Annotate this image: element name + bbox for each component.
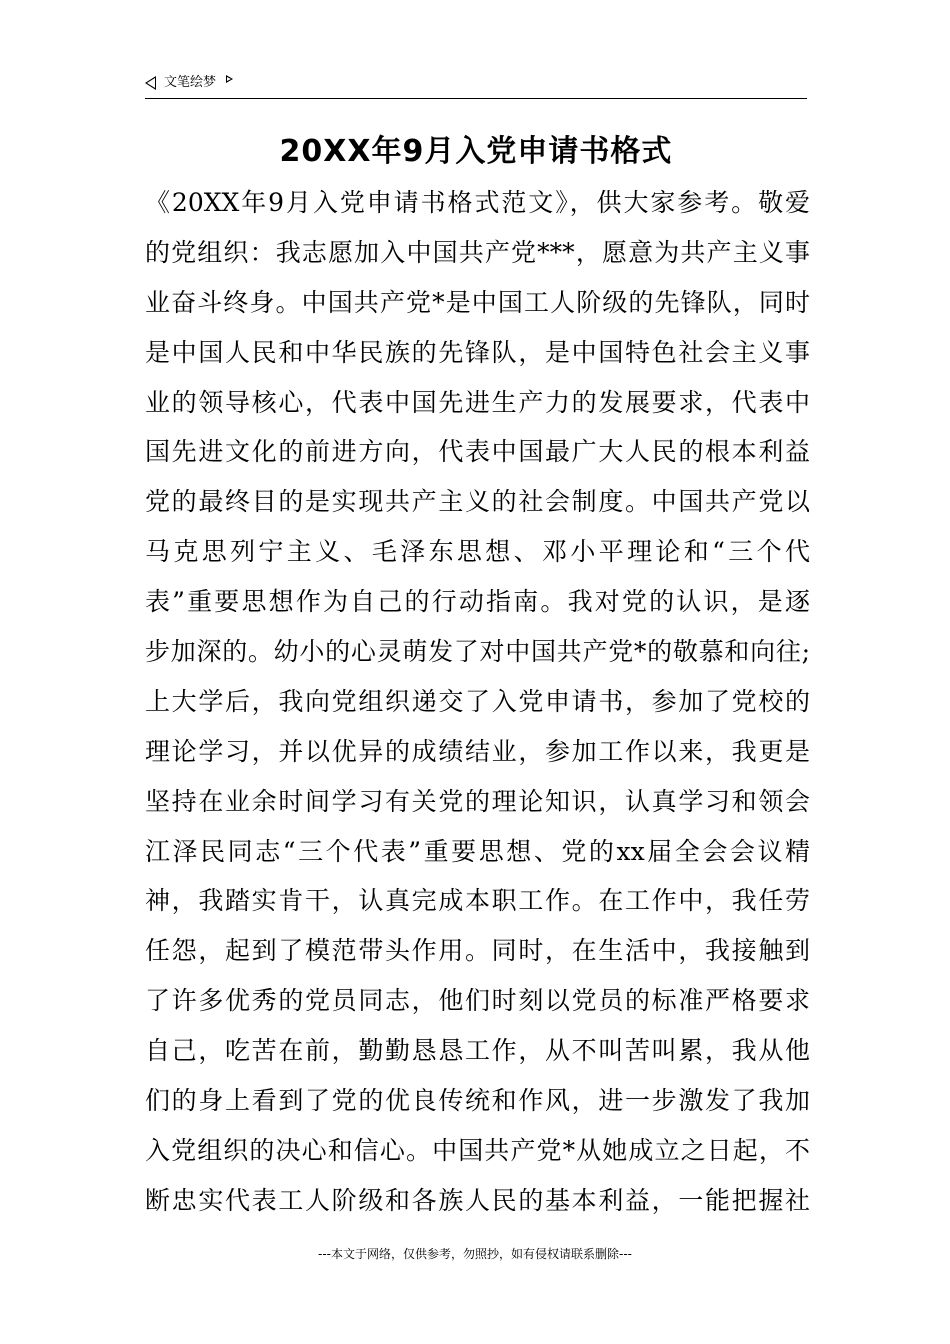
body-line: 马克思列宁主义、毛泽东思想、邓小平理论和“三个代 xyxy=(145,537,810,567)
body-line: 国先进文化的前进方向，代表中国最广大人民的根本利益 xyxy=(145,437,810,467)
body-line: 表”重要思想作为自己的行动指南。我对党的认识，是逐 xyxy=(145,587,810,617)
document-body xyxy=(145,178,810,1226)
body-line: 神，我踏实肯干，认真完成本职工作。在工作中，我任劳 xyxy=(145,886,810,916)
body-line: 了许多优秀的党员同志，他们时刻以党员的标准严格要求 xyxy=(145,986,810,1016)
body-line: 《20XX年9月入党申请书格式范文》，供大家参考。敬爱 xyxy=(145,188,810,217)
body-line: 自己，吃苦在前，勤勤恳恳工作，从不叫苦叫累，我从他 xyxy=(145,1036,810,1066)
body-line: 们的身上看到了党的优良传统和作风，进一步激发了我加 xyxy=(145,1086,810,1116)
body-line: 上大学后，我向党组织递交了入党申请书，参加了党校的 xyxy=(145,686,810,716)
header-text: 文笔绘梦 xyxy=(164,75,217,90)
body-line: 江泽民同志“三个代表”重要思想、党的xx届全会会议精 xyxy=(145,836,810,866)
triangle-right-icon xyxy=(226,75,233,83)
body-line: 是中国人民和中华民族的先锋队，是中国特色社会主义事 xyxy=(145,337,810,367)
body-line: 步加深的。幼小的心灵萌发了对中国共产党*的敬慕和向往; xyxy=(145,637,810,667)
body-line: 任怨，起到了模范带头作用。同时，在生活中，我接触到 xyxy=(145,936,810,966)
header-brand xyxy=(145,74,233,92)
body-line: 党的最终目的是实现共产主义的社会制度。中国共产党以 xyxy=(145,487,810,517)
triangle-left-icon xyxy=(145,76,156,90)
body-line: 业奋斗终身。中国共产党*是中国工人阶级的先锋队，同时 xyxy=(145,287,810,317)
body-line: 业的领导核心，代表中国先进生产力的发展要求，代表中 xyxy=(145,387,810,417)
body-line: 的党组织：我志愿加入中国共产党***，愿意为共产主义事 xyxy=(145,237,810,267)
body-line: 坚持在业余时间学习有关党的理论知识，认真学习和领会 xyxy=(145,786,810,816)
body-line: 断忠实代表工人阶级和各族人民的基本利益，一能把握社 xyxy=(145,1185,810,1215)
body-line: 入党组织的决心和信心。中国共产党*从她成立之日起，不 xyxy=(145,1135,810,1165)
document-title: 20XX年9月入党申请书格式 xyxy=(279,134,673,169)
body-line: 理论学习，并以优异的成绩结业，参加工作以来，我更是 xyxy=(145,736,810,766)
footer-disclaimer: ---本文于网络，仅供参考，勿照抄，如有侵权请联系删除--- xyxy=(318,1247,632,1261)
page-header xyxy=(145,72,807,99)
